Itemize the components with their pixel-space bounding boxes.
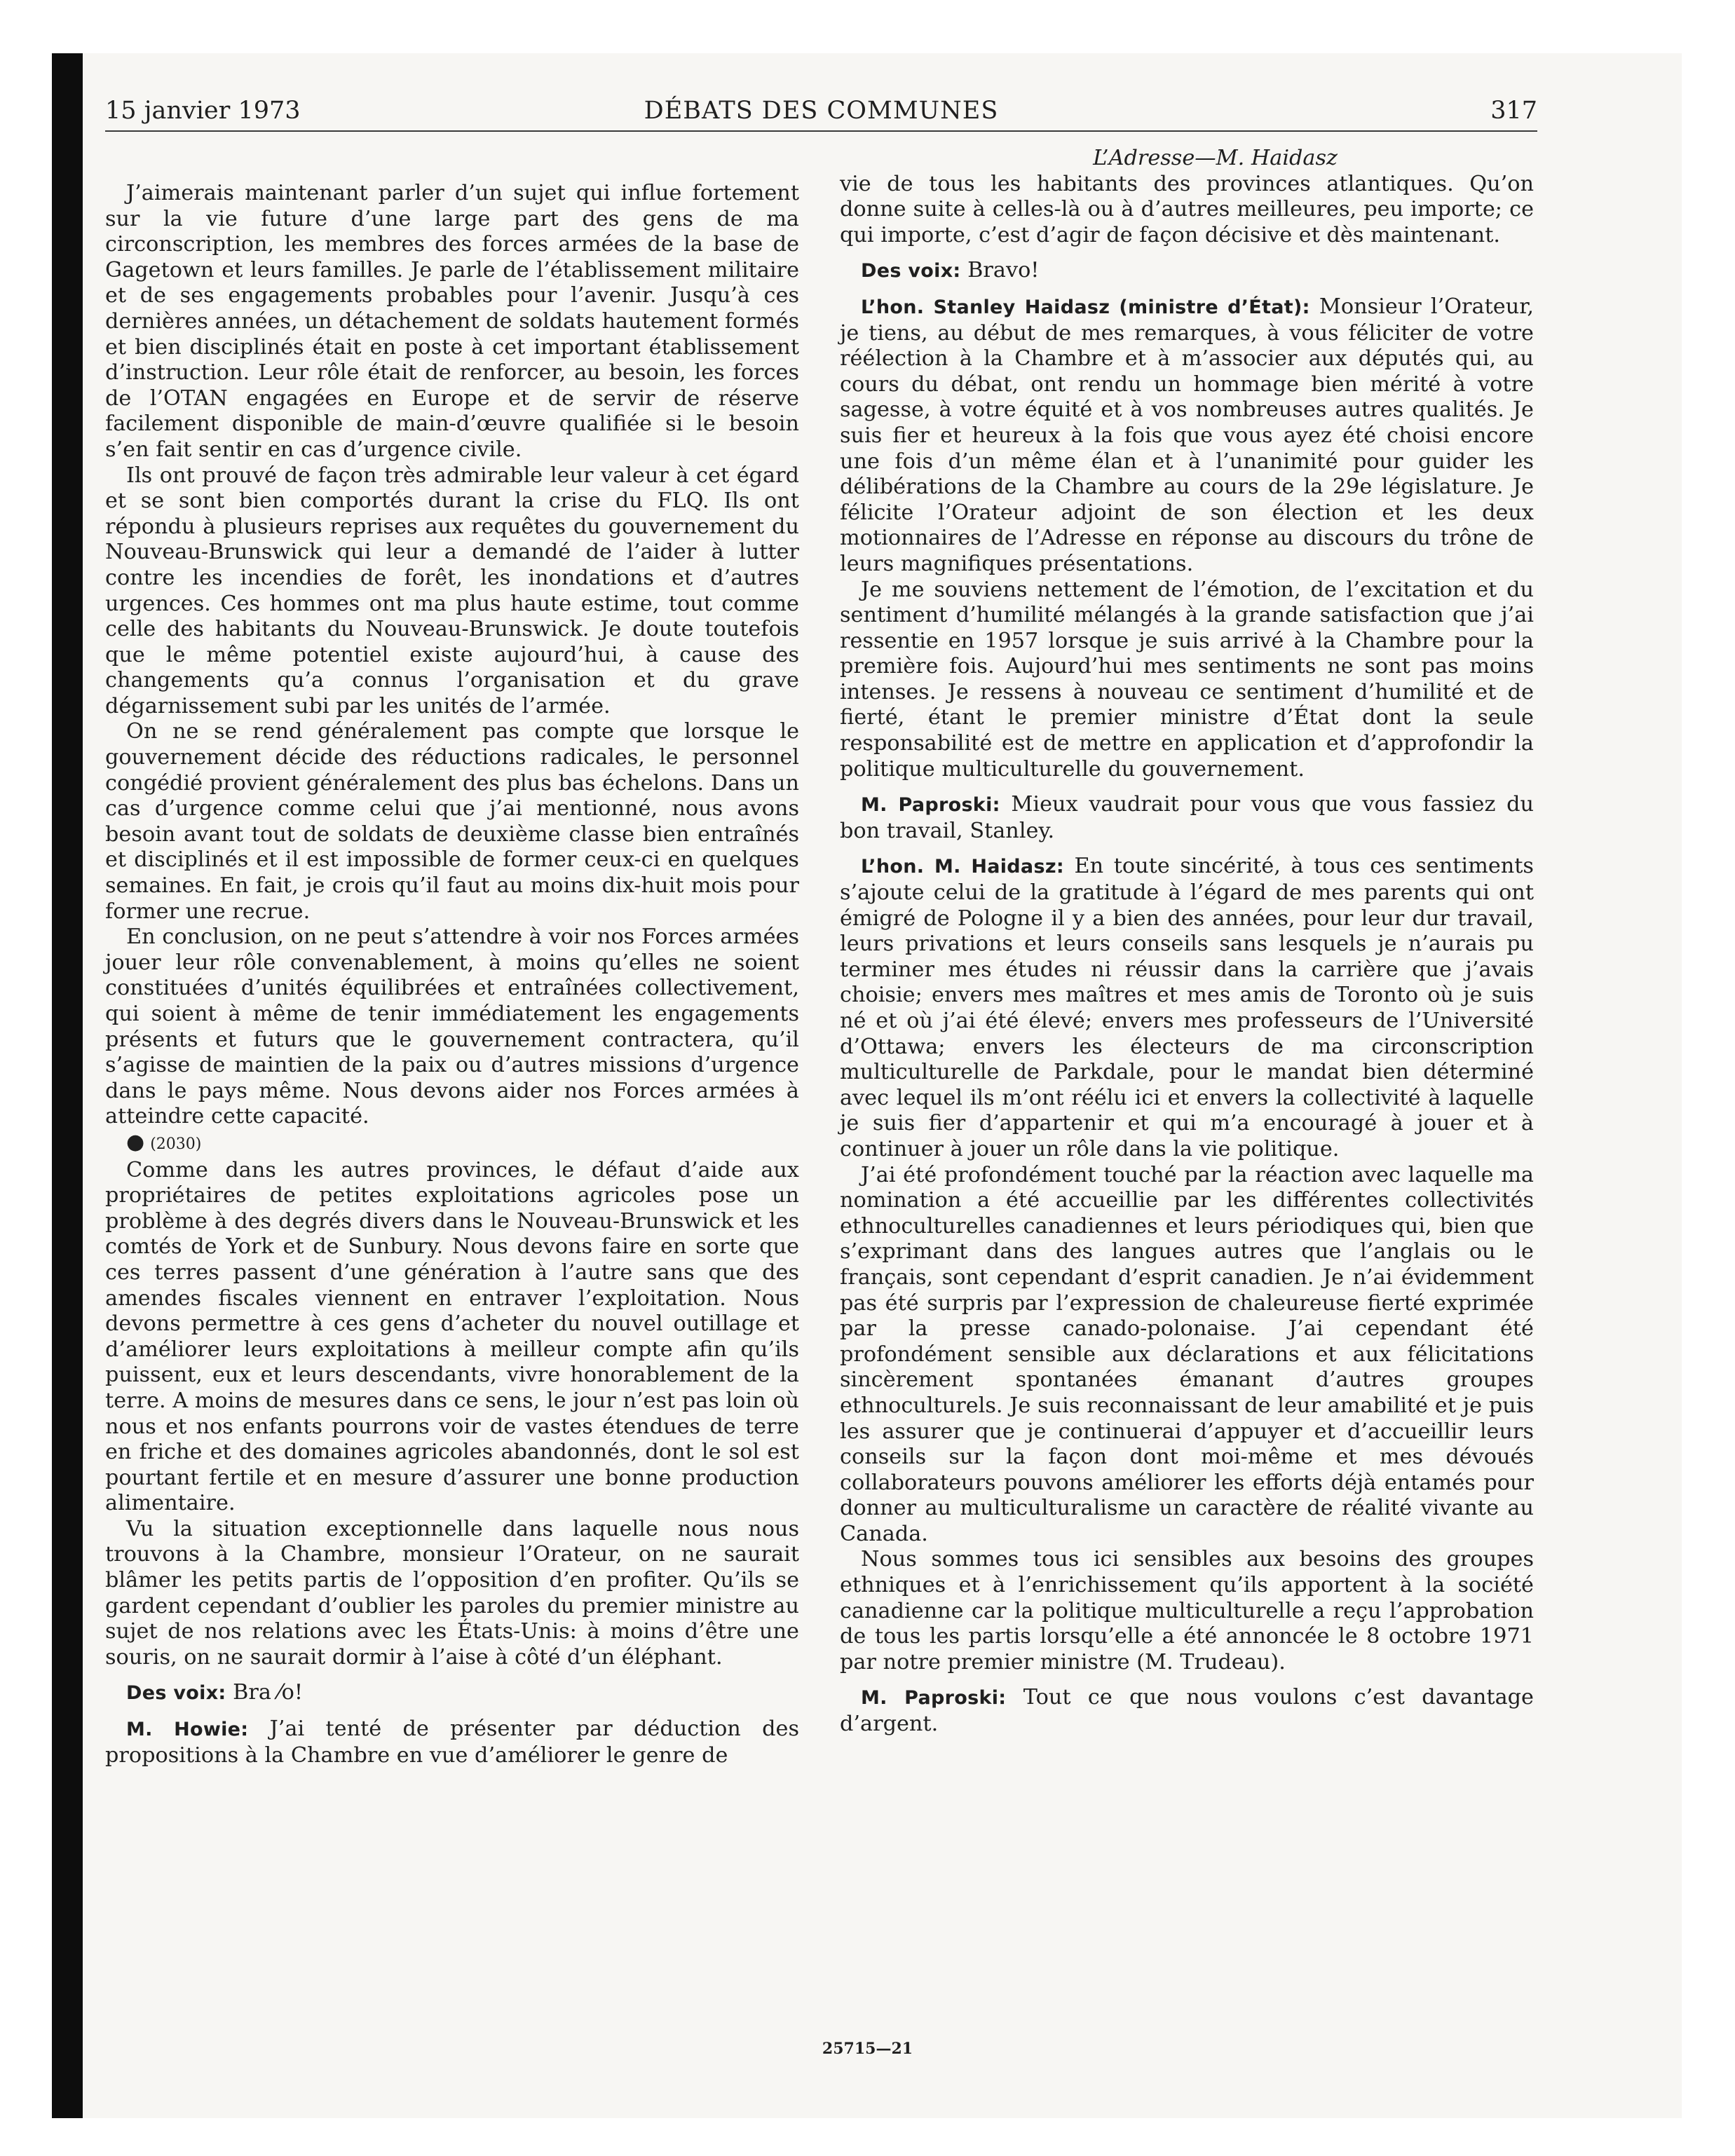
paragraph: Je me souviens nettement de l’émotion, de l’excitation et du sentiment d’humilité mélangés à la grande satisfaction que j’ai ressentie en 1957 lorsque je suis arrivé à la Chambre pour la première fois. Aujourd’hui mes sentiments ne sont pas moins intenses. Je ressens à nouveau ce sentiment d’humilité et de fierté, étant le premier ministre d’État dont la seule responsabilité est de mettre en application et d’approfondir la politique multiculturelle du gouvernement.	[840, 577, 1534, 782]
speech-block	[840, 294, 1534, 578]
speech-block	[840, 258, 1534, 285]
speech-block	[105, 1680, 799, 1707]
speaker-name: Des voix:	[861, 260, 961, 282]
paragraph: On ne se rend généralement pas compte que lorsque le gouvernement décide des réductions radicales, le personnel congédié provient généralement des plus bas échelons. Dans un cas d’urgence comme celui que j’ai mentionné, nous avons besoin avant tout de soldats de deuxième classe bien entraînés et disciplinés et il est impossible de former ceux-ci en quelques semaines. En fait, je crois qu’il faut au moins dix-huit mois pour former une recrue.	[105, 719, 799, 924]
speech-block	[105, 1717, 799, 1768]
speaker-name: M. Paproski:	[861, 794, 1000, 817]
scan-edge-shadow	[52, 53, 83, 2118]
speech-text: Mieux vaudrait pour vous que vous fassiez du bon travail, Stanley.	[840, 792, 1534, 843]
header-date: 15 janvier 1973	[105, 97, 301, 125]
speech-text: Bra ⁄o!	[226, 1680, 304, 1705]
paragraph: Comme dans les autres provinces, le défaut d’aide aux propriétaires de petites exploitations agricoles pose un problème à des degrés divers dans le Nouveau-Brunswick et les comtés de York et de Sunbury. Nous devons faire en sorte que ces terres passent d’une génération à l’autre sans que des amendes fiscales viennent en entraver l’exploitation. Nous devons permettre à ces gens d’acheter du nouvel outillage et d’améliorer leurs exploitations à meilleur compte afin qu’ils puissent, eux et leurs descendants, vivre honorablement de la terre. A moins de mesures dans ce sens, le jour n’est pas loin où nous et nos enfants pourrons voir de vastes étendues de terre en friche et des domaines agricoles abandonnés, dont le sol est pourtant fertile et en mesure d’assurer une bonne production alimentaire.	[105, 1157, 799, 1516]
speaker-name: L’hon. Stanley Haidasz (ministre d’État):	[861, 296, 1310, 318]
speech-text: Tout ce que nous voulons c’est davantage d’argent.	[840, 1685, 1534, 1737]
footer-code: 25715—21	[822, 2040, 913, 2058]
speech-text: Monsieur l’Orateur, je tiens, au début de mes remarques, à vous féliciter de votre réélection à la Chambre et à m’associer aux députés qui, au cours du débat, ont rendu un hommage bien mérité à votre sagesse, à votre équité et à vos nombreuses autres qualités. Je suis fier et heureux à la fois que vous ayez été choisi encore une fois d’un même élan et à l’unanimité pour guider les délibérations de la Chambre au cours de la 29e législature. Je félicite l’Orateur adjoint de son élection et les deux motionnaires de l’Adresse en réponse au discours du trône de leurs magnifiques présentations.	[840, 294, 1534, 576]
running-header	[105, 91, 1537, 132]
header-title: DÉBATS DES COMMUNES	[644, 97, 999, 125]
paragraph: J’ai été profondément touché par la réaction avec laquelle ma nomination a été accueillie par les différentes collectivités ethnoculturelles canadiennes et leurs périodiques qui, bien que s’exprimant dans des langues autres que l’anglais ou le français, sont cependant d’esprit canadien. Je n’ai évidemment pas été surpris par l’expression de chaleureuse fierté exprimée par la presse canado-polonaise. J’ai cependant été profondément sensible aux déclarations et aux félicitations sincèrement spontanées émanant d’autres groupes ethnoculturels. Je suis reconnaissant de leur amabilité et je puis les assurer que je continuerai d’appuyer et d’accueillir leurs conseils sur la façon dont moi-même et mes dévoués collaborateurs pouvons améliorer les efforts déjà entamés pour donner au multiculturalisme un caractère de réalité vivante au Canada.	[840, 1162, 1534, 1546]
paragraph: Nous sommes tous ici sensibles aux besoins des groupes ethniques et à l’enrichissement qu’ils apportent à la société canadienne car la politique multiculturelle a reçu l’approbation de tous les partis lorsqu’elle a été annoncée le 8 octobre 1971 par notre premier ministre (M. Trudeau).	[840, 1547, 1534, 1674]
section-subtitle: L’Adresse—M. Haidasz	[1093, 146, 1338, 170]
paragraph: En conclusion, on ne peut s’attendre à voir nos Forces armées jouer leur rôle convenablement, à moins qu’elles ne soient constituées d’unités équilibrées et entraînées collectivement, qui soient à même de tenir immédiatement les engagements présents et futurs que le gouvernement contractera, qu’il s’agisse de maintien de la paix ou d’autres missions d’urgence dans le pays même. Nous devons aider nos Forces armées à atteindre cette capacité.	[105, 925, 799, 1129]
left-column	[105, 181, 799, 1768]
bullet-icon: ●	[126, 1129, 145, 1154]
speech-text: En toute sincérité, à tous ces sentiments s’ajoute celui de la gratitude à l’égard de mes parents qui ont émigré de Pologne il y a bien des années, pour leur dur travail, leurs privations et leurs conseils sans lesquels je n’aurais pu terminer mes études ni réussir dans la carrière que j’avais choisie; envers mes maîtres et mes amis de Toronto où je suis né et où j’ai été élevé; envers mes professeurs de l’Université d’Ottawa; envers les électeurs de ma circonscription multiculturelle de Parkdale, pour le mandat bien déterminé avec lequel ils m’ont réélu ici et envers la collectivité à laquelle je suis fier d’appartenir et qui m’a encouragé à jouer et à continuer à jouer un rôle dans la vie politique.	[840, 854, 1534, 1161]
timestamp	[105, 1130, 799, 1158]
paragraph: J’aimerais maintenant parler d’un sujet qui influe fortement sur la vie future d’une large part des gens de ma circonscription, les membres des forces armées de la base de Gagetown et leurs familles. Je parle de l’établissement militaire et de ses engagements probables pour l’avenir. Jusqu’à ces dernières années, un détachement de soldats hautement formés et bien disciplinés était en poste à cet important établissement d’instruction. Leur rôle était de renforcer, au besoin, les forces de l’OTAN engagées en Europe et de servir de réserve facilement disponible de main-d’œuvre qualifiée si le besoin s’en fait sentir en cas d’urgence civile.	[105, 181, 799, 462]
right-column	[840, 146, 1534, 1738]
paragraph: Vu la situation exceptionnelle dans laquelle nous nous trouvons à la Chambre, monsieur l’Orateur, on ne saurait blâmer les petits partis de l’opposition d’en profiter. Qu’ils se gardent cependant d’oublier les paroles du premier ministre au sujet de nos relations avec les États-Unis: à moins d’être une souris, on ne saurait dormir à l’aise à côté d’un éléphant.	[105, 1516, 799, 1670]
timestamp-value: (2030)	[150, 1135, 202, 1153]
speech-text: Bravo!	[960, 258, 1040, 283]
speaker-name: M. Paproski:	[861, 1687, 1007, 1710]
speaker-name: M. Howie:	[126, 1719, 249, 1741]
speech-block	[840, 1685, 1534, 1737]
speaker-name: L’hon. M. Haidasz:	[861, 856, 1064, 878]
speech-text: J’ai tenté de présenter par déduction des propositions à la Chambre en vue d’améliorer le genre de	[105, 1717, 799, 1768]
paragraph: Ils ont prouvé de façon très admirable leur valeur à cet égard et se sont bien comportés durant la crise du FLQ. Ils ont répondu à plusieurs reprises aux requêtes du gouvernement du Nouveau-Brunswick qui leur a demandé de l’aider à lutter contre les incendies de forêt, les inondations et d’autres urgences. Ces hommes ont ma plus haute estime, tout comme celle des habitants du Nouveau-Brunswick. Je doute toutefois que le même potentiel existe aujourd’hui, à cause des changements qu’a connus l’organisation et du grave dégarnissement subi par les unités de l’armée.	[105, 463, 799, 718]
speech-block	[840, 792, 1534, 844]
speech-block	[840, 854, 1534, 1162]
paragraph: vie de tous les habitants des provinces atlantiques. Qu’on donne suite à celles-là ou à d’autres meilleures, peu importe; ce qui importe, c’est d’agir de façon décisive et dès maintenant.	[840, 171, 1534, 247]
page-number: 317	[1490, 97, 1537, 125]
speaker-name: Des voix:	[126, 1682, 226, 1705]
